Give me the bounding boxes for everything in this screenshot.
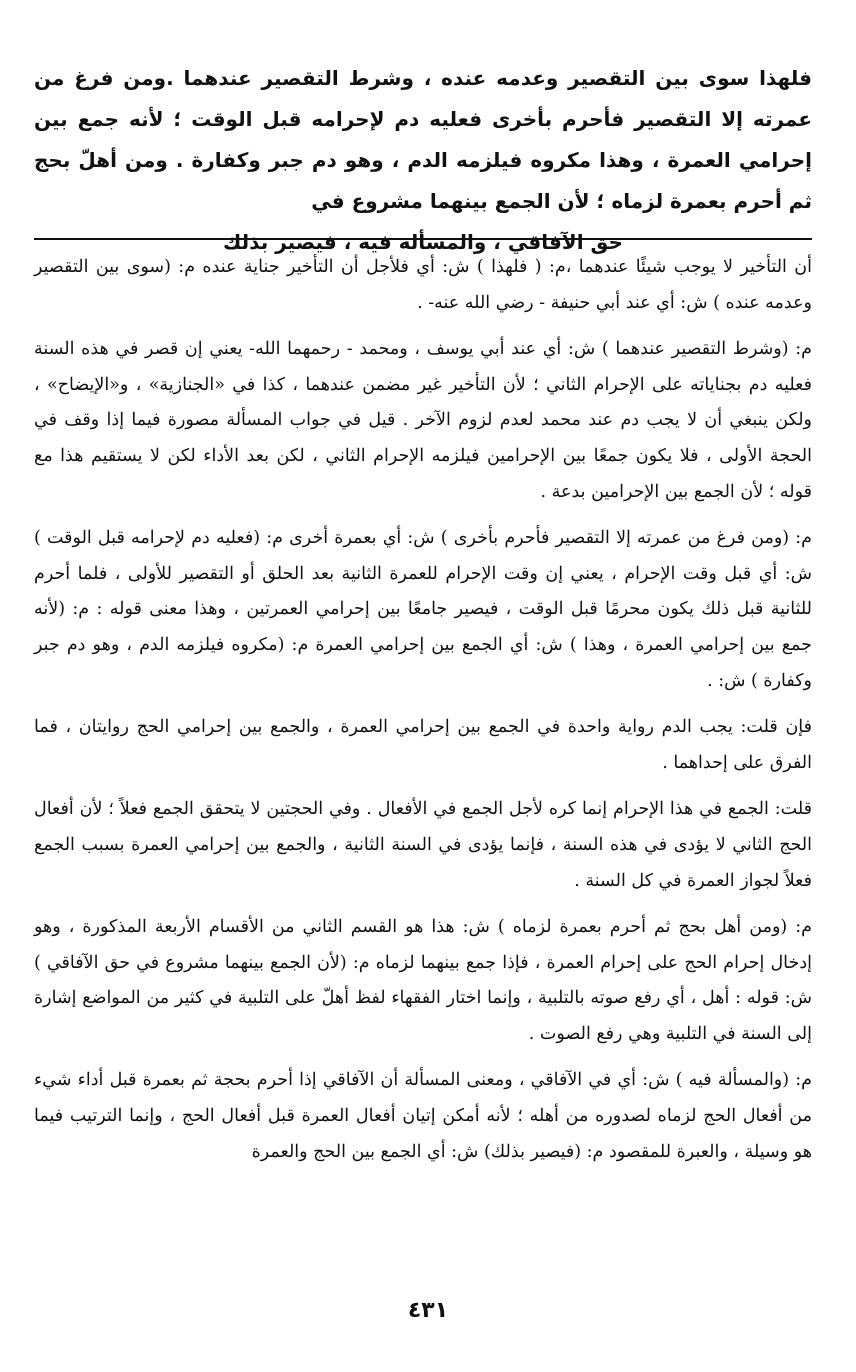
- commentary-paragraph: فإن قلت: يجب الدم رواية واحدة في الجمع بين إحرامي العمرة ، والجمع بين إحرامي الحج روايتان ، فما الفرق على إحداهما .: [34, 717, 812, 773]
- separator-rule: [34, 238, 812, 240]
- commentary-paragraph: م: (والمسألة فيه ) ش: أي في الآفاقي ، ومعنى المسألة أن الآفاقي إذا أحرم بحجة ثم بعمرة قبل أداء شيء من أفعال الحج لزماه لصدوره من أهله ؛ لأنه أمكن إتيان أفعال العمرة قبل أفعال الحج ، وإنما الترتيب فيما هو وسيلة ، والعبرة للمقصود م: (فيصير بذلك) ش: أي الجمع بين الحج والعمرة: [34, 1070, 812, 1162]
- commentary-paragraph: م: (ومن فرغ من عمرته إلا التقصير فأحرم بأخرى ) ش: أي بعمرة أخرى م: (فعليه دم لإحرامه قبل الوقت ) ش: أي قبل وقت الإحرام ، يعني إن وقت الإحرام للعمرة الثانية بعد الحلق أو التقصير للأولى ، فلما أحرم للثانية قبل ذلك يكون محرمًا قبل الوقت ، فيصير جامعًا بين إحرامي العمرتين ، وهذا معنى قوله : م: (لأنه جمع بين إحرامي العمرة ، وهذا ) ش: أي الجمع بين إحرامي العمرة م: (مكروه فيلزمه الدم ، وهو دم جبر وكفارة ) ش: .: [34, 528, 812, 691]
- commentary-paragraph: م: (وشرط التقصير عندهما ) ش: أي عند أبي يوسف ، ومحمد - رحمهما الله- يعني إن قصر في هذه السنة فعليه دم بجناياته على الإحرام الثاني ؛ لأن التأخير غير مضمن عندهما ، كذا في «الجنازية» ، و«الإيضاح» ، ولكن ينبغي أن لا يجب دم عند محمد لعدم لزوم الآخر . قيل في جواب المسألة مصورة فيما إذا وقف في الحجة الأولى ، فلا يكون جمعًا بين الإحرامين فيلزمه الإحرام الثاني ، لكن بعد الأداء لكن لا يستقيم هذا مع قوله ؛ لأن الجمع بين الإحرامين بدعة .: [34, 339, 812, 502]
- main-text-block: [34, 58, 812, 263]
- main-text-last-line: حق الآفاقي ، والمسألة فيه ، فيصير بذلك: [223, 230, 623, 254]
- main-text: فلهذا سوى بين التقصير وعدمه عنده ، وشرط التقصير عندهما .ومن فرغ من عمرته إلا التقصير فأحرم بأخرى فعليه دم لإحرامه قبل الوقت ؛ لأنه جمع بين إحرامي العمرة ، وهذا مكروه فيلزمه الدم ، وهو دم جبر وكفارة . ومن أهلّ بحج ثم أحرم بعمرة لزماه ؛ لأن الجمع بينهما مشروع في: [34, 66, 812, 213]
- commentary-paragraph: قلت: الجمع في هذا الإحرام إنما كره لأجل الجمع في الأفعال . وفي الحجتين لا يتحقق الجمع فعلاً ؛ لأن أفعال الحج الثاني لا يؤدى في هذه السنة ، فإنما يؤدى في السنة الثانية ، والجمع بين إحرامي العمرة بسبب الجمع فعلاً لجواز العمرة في كل السنة .: [34, 799, 812, 891]
- commentary-paragraph: أن التأخير لا يوجب شيئًا عندهما ،م: ( فلهذا ) ش: أي فلأجل أن التأخير جناية عنده م: (سوى بين التقصير وعدمه عنده ) ش: أي عند أبي حنيفة - رضي الله عنه- .: [34, 257, 812, 313]
- commentary-block: [34, 250, 812, 1181]
- page-number: ٤٣١: [407, 1298, 449, 1323]
- commentary-paragraph: م: (ومن أهل بحج ثم أحرم بعمرة لزماه ) ش: هذا هو القسم الثاني من الأقسام الأربعة المذكورة ، وهو إدخال إحرام الحج على إحرام العمرة ، فإذا جمع بينهما لزماه م: (لأن الجمع بينهما مشروع في حق الآفاقي ) ش: قوله : أهل ، أي رفع صوته بالتلبية ، وإنما اختار الفقهاء لفظ أهلّ على التلبية في كثير من المواضع إشارة إلى السنة في التلبية وهي رفع الصوت .: [34, 917, 812, 1044]
